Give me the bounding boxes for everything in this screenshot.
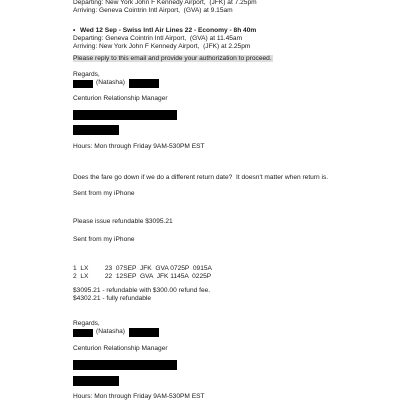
- authorization-request: Please reply to this email and provide your authorization to proceed.: [73, 55, 272, 62]
- redaction-block: [73, 110, 177, 120]
- message-return-date: Does the fare go down if we do a different return date? It doesn't matter when return is.: [73, 174, 329, 181]
- bullet-icon: •: [73, 27, 76, 34]
- signature-hours: Hours: Mon through Friday 9AM-530PM EST: [73, 393, 205, 400]
- fare-option: $3095.21 - refundable with $300.00 refund fee.: [73, 287, 211, 294]
- message-sent-from-iphone: Sent from my iPhone: [73, 190, 135, 197]
- signature-regards: Regards,: [73, 71, 100, 78]
- outbound-arriving: Arriving: Geneva Cointrin Intl Airport, (GVA) at 9.15am: [73, 7, 233, 14]
- return-flight-heading: • Wed 12 Sep - Swiss Intl Air Lines 22 - Economy - 8h 40m: [73, 27, 257, 34]
- signature-name-fragment: (Natasha): [96, 328, 125, 335]
- return-arriving: Arriving: New York John F Kennedy Airport, (JFK) at 2.25pm: [73, 43, 251, 50]
- signature-regards: Regards,: [73, 320, 100, 327]
- message-issue-refundable: Please issue refundable $3095.21: [73, 218, 173, 225]
- redaction-block: [73, 80, 93, 88]
- outbound-departing: Departing: New York John F Kennedy Airport, (JFK) at 7.25pm: [73, 0, 257, 6]
- signature-title: Centurion Relationship Manager: [73, 95, 168, 102]
- signature-hours: Hours: Mon through Friday 9AM-530PM EST: [73, 143, 205, 150]
- fare-option: $4302.21 - fully refundable: [73, 295, 152, 302]
- redaction-block: [73, 360, 177, 370]
- redaction-block: [129, 328, 159, 337]
- return-departing: Departing: Geneva Cointrin Intl Airport, (GVA) at 11.45am: [73, 35, 243, 42]
- signature-title: Centurion Relationship Manager: [73, 345, 168, 352]
- redaction-block: [129, 79, 159, 88]
- flight-line: 2 LX 22 12SEP GVA JFK 1145A 0225P: [73, 273, 212, 280]
- flight-line: 1 LX 23 07SEP JFK GVA 0725P 0915A: [73, 265, 212, 272]
- redaction-block: [73, 376, 119, 386]
- redaction-block: [73, 329, 93, 337]
- signature-name-fragment: (Natasha): [96, 79, 125, 86]
- redaction-block: [73, 125, 119, 135]
- message-sent-from-iphone: Sent from my iPhone: [73, 236, 135, 243]
